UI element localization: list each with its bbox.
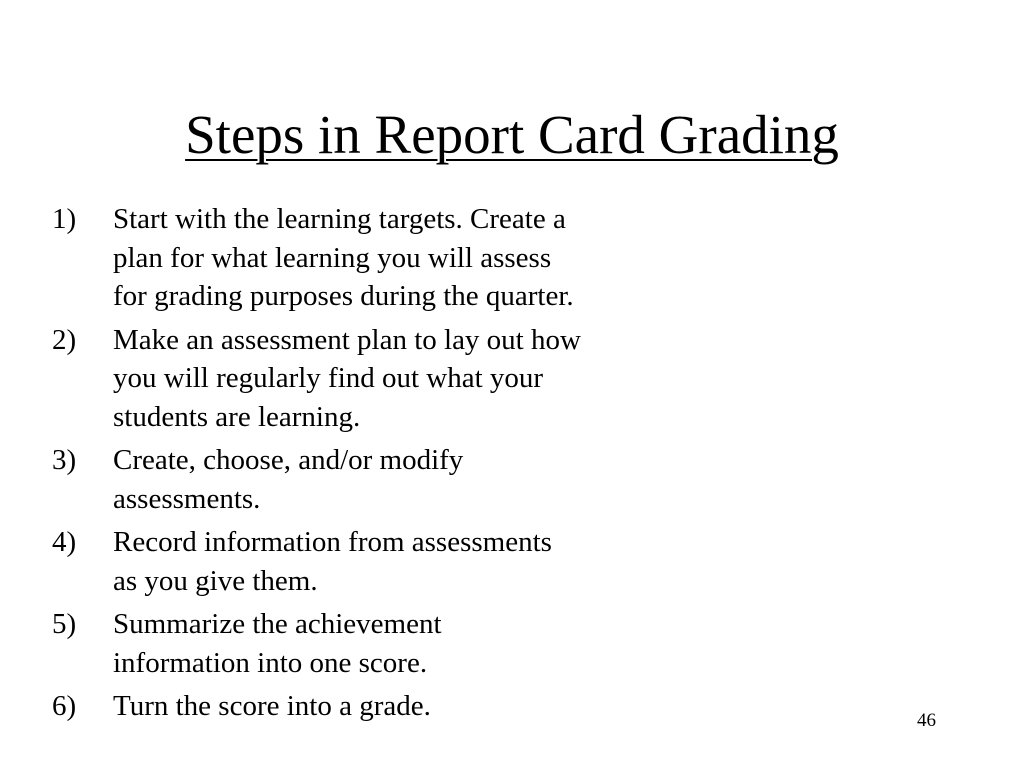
step-number: 2) xyxy=(52,323,77,356)
slide-title-text: Steps in Report Card Grading xyxy=(185,104,839,165)
step-number: 4) xyxy=(52,526,77,558)
slide-title xyxy=(0,100,1024,170)
step-text-line: Make an assessment plan to lay out how xyxy=(113,323,581,356)
step-text-line: as you give them. xyxy=(113,564,318,597)
step-number: 6) xyxy=(52,690,77,722)
page-number: 46 xyxy=(917,710,936,731)
step-text-line: Summarize the achievement xyxy=(113,608,442,640)
step-text-line: information into one score. xyxy=(113,646,428,679)
step-text-line: Record information from assessments xyxy=(113,526,552,558)
step-text-line: assessments. xyxy=(113,482,261,515)
step-text-line: Turn the score into a grade. xyxy=(113,690,431,722)
step-item-2 xyxy=(52,321,692,437)
step-text-line: for grading purposes during the quarter. xyxy=(113,280,574,312)
step-number: 3) xyxy=(52,444,77,476)
step-text-line: Create, choose, and/or modify xyxy=(113,444,464,476)
step-text-line: students are learning. xyxy=(113,400,361,433)
step-item-3 xyxy=(52,441,692,518)
step-number: 1) xyxy=(52,203,77,235)
step-text-line: plan for what learning you will assess xyxy=(113,241,552,274)
step-text-line: you will regularly find out what your xyxy=(113,362,544,394)
step-item-4 xyxy=(52,523,692,600)
step-item-1 xyxy=(52,200,692,316)
step-item-6 xyxy=(52,687,692,726)
steps-list xyxy=(52,200,692,731)
step-number: 5) xyxy=(52,608,77,640)
step-item-5 xyxy=(52,605,692,682)
step-text-line: Start with the learning targets. Create a xyxy=(113,203,566,235)
